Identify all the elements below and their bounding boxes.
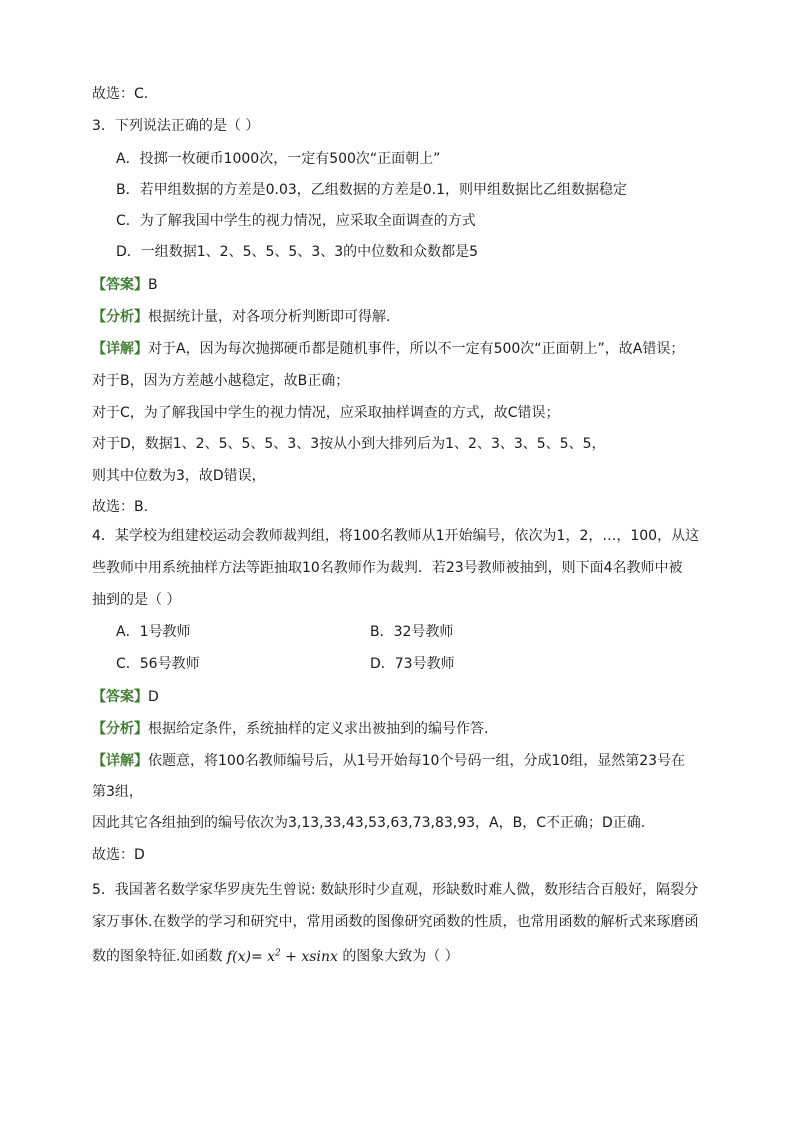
q3-option-a: A．投掷一枚硬币1000次，一定有500次“正面朝上”: [116, 151, 441, 167]
detail-text: 对于A，因为每次抛掷硬币都是随机事件，所以不一定有500次“正面朝上”，故A错误；: [148, 341, 685, 357]
q5-stem-line-1: 5．我国著名数学家华罗庚先生曾说: 数缺形时少直观，形缺数时难人微，数形结合百般好，隔裂分: [92, 882, 699, 898]
q3-detail-line-1: [92, 339, 684, 359]
function-rest: + xsinx: [280, 948, 338, 965]
analysis-tag: 【分析】: [92, 721, 148, 737]
answer-tag: 【答案】: [92, 689, 148, 705]
detail-tag: 【详解】: [92, 753, 148, 769]
q3-option-c: C．为了解我国中学生的视力情况，应采取全面调查的方式: [116, 213, 476, 229]
analysis-tag: 【分析】: [92, 309, 148, 325]
q3-option-d: D．一组数据1、2、5、5、5、3、3的中位数和众数都是5: [116, 244, 479, 260]
function-expression: $f(x)= x^2 + xsinx$: [226, 948, 338, 965]
q4-stem-line-3: 抽到的是（ ）: [92, 592, 181, 608]
q5-stem-line-2: 家万事休.在数学的学习和研究中，常用函数的图像研究函数的性质，也常用函数的解析式来琢磨函: [92, 914, 699, 930]
q4-option-d: D．73号教师: [370, 656, 455, 672]
q4-detail-line-3: 因此其它各组抽到的编号依次为3,13,33,43,53,63,73,83,93，A，B，C不正确；D正确.: [92, 815, 646, 831]
q3-detail-line-5: 则其中位数为3，故D错误，: [92, 468, 266, 484]
q4-answer: [92, 687, 159, 707]
function-variable: x: [237, 948, 246, 965]
analysis-text: 根据给定条件，系统抽样的定义求出被抽到的编号作答.: [148, 721, 489, 737]
q4-option-a: A．1号教师: [116, 624, 191, 640]
function-name: f: [226, 948, 233, 965]
q4-stem-line-2: 些教师中用系统抽样方法等距抽取10名教师作为裁判．若23号教师被抽到，则下面4名教师中被: [92, 560, 683, 576]
q3-detail-line-3: 对于C，为了解我国中学生的视力情况，应采取抽样调查的方式，故C错误；: [92, 405, 560, 421]
answer-value: D: [148, 689, 159, 705]
answer-tag: 【答案】: [92, 277, 148, 293]
q3-detail-line-2: 对于B，因为方差越小越稳定，故B正确；: [92, 373, 350, 389]
q4-detail-line-4: 故选：D: [92, 847, 145, 863]
q4-detail-line-1: [92, 751, 685, 771]
answer-value: B: [148, 277, 158, 293]
function-exponent: 2: [275, 948, 281, 958]
q3-answer: [92, 275, 158, 295]
q3-detail-line-6: 故选：B.: [92, 499, 149, 515]
q4-option-b: B．32号教师: [370, 624, 454, 640]
q3-detail-line-4: 对于D，数据1、2、5、5、5、3、3按从小到大排列后为1、2、3、3、5、5、5，: [92, 436, 606, 452]
q4-analysis: [92, 719, 488, 739]
detail-tag: 【详解】: [92, 341, 148, 357]
q3-stem: 3．下列说法正确的是（ ）: [92, 118, 260, 134]
function-eq: = x: [250, 948, 276, 965]
q3-analysis: [92, 307, 390, 327]
q5-stem-suffix: 的图象大致为（ ）: [342, 948, 459, 965]
q5-stem-line-3: [92, 943, 459, 967]
analysis-text: 根据统计量，对各项分析判断即可得解.: [148, 309, 391, 325]
q4-detail-line-2: 第3组，: [92, 784, 143, 800]
q3-option-b: B．若甲组数据的方差是0.03，乙组数据的方差是0.1，则甲组数据比乙组数据稳定: [116, 182, 628, 198]
q2-conclusion: 故选：C.: [92, 86, 149, 102]
q4-option-c: C．56号教师: [116, 656, 200, 672]
q5-stem-prefix: 数的图象特征.如函数: [92, 948, 223, 965]
detail-text: 依题意，将100名教师编号后，从1号开始每10个号码一组，分成10组，显然第23号在: [148, 753, 686, 769]
q4-stem-line-1: 4．某学校为组建校运动会教师裁判组，将100名教师从1开始编号，依次为1，2，…，100，从这: [92, 528, 700, 544]
